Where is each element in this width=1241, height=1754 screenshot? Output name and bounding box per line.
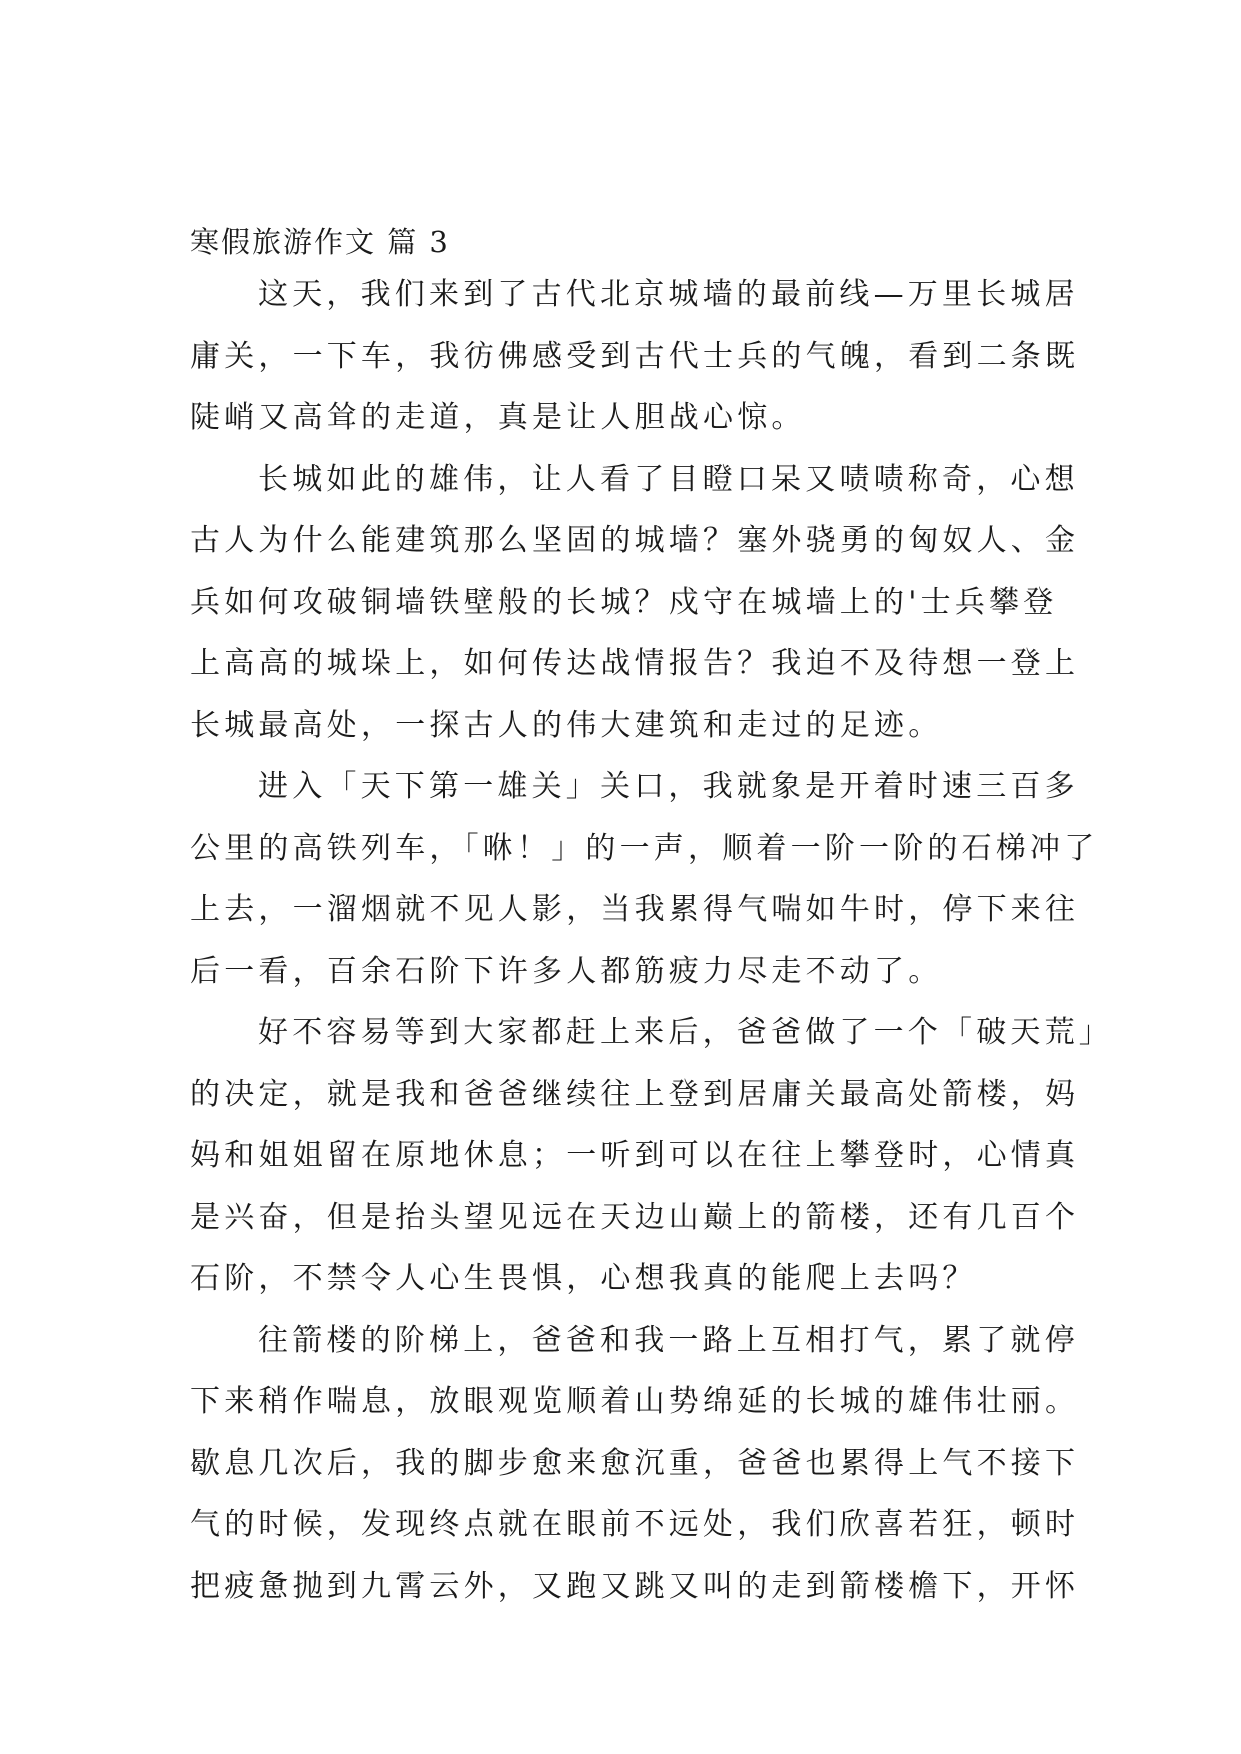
paragraph-line: 的决定，就是我和爸爸继续往上登到居庸关最高处箭楼，妈	[190, 1077, 1080, 1112]
paragraph-line: 好不容易等到大家都赶上来后，爸爸做了一个「破天荒」	[258, 1015, 1113, 1050]
paragraph-line: 庸关，一下车，我彷佛感受到古代士兵的气魄，看到二条既	[190, 339, 1080, 374]
paragraph-line: 把疲惫抛到九霄云外，又跑又跳又叫的走到箭楼檐下，开怀	[190, 1569, 1080, 1604]
paragraph-line: 后一看，百余石阶下许多人都筋疲力尽走不动了。	[190, 954, 943, 989]
paragraph-line: 气的时候，发现终点就在眼前不远处，我们欣喜若狂，顿时	[190, 1507, 1080, 1542]
paragraph-line: 陡峭又高耸的走道，真是让人胆战心惊。	[190, 400, 806, 435]
paragraph-line: 石阶，不禁令人心生畏惧，心想我真的能爬上去吗？	[190, 1261, 977, 1296]
paragraph-line: 妈和姐姐留在原地休息；一听到可以在往上攀登时，心情真	[190, 1138, 1080, 1173]
paragraph-line: 长城如此的雄伟，让人看了目瞪口呆又啧啧称奇，心想	[258, 462, 1079, 497]
paragraph-line: 公里的高铁列车，「咻！」的一声，顺着一阶一阶的石梯冲了	[190, 831, 1099, 866]
paragraph-line: 是兴奋，但是抬头望见远在天边山巅上的箭楼，还有几百个	[190, 1200, 1080, 1235]
paragraph-line: 上高高的城垛上，如何传达战情报告？我迫不及待想一登上	[190, 646, 1080, 681]
paragraph-line: 这天，我们来到了古代北京城墙的最前线—万里长城居	[258, 277, 1079, 312]
paragraph-line: 进入「天下第一雄关」关口，我就象是开着时速三百多	[258, 769, 1079, 804]
paragraph-line: 往箭楼的阶梯上，爸爸和我一路上互相打气，累了就停	[258, 1323, 1079, 1358]
paragraph-line: 古人为什么能建筑那么坚固的城墙？塞外骁勇的匈奴人、金	[190, 523, 1080, 558]
paragraph-line: 上去，一溜烟就不见人影，当我累得气喘如牛时，停下来往	[190, 892, 1080, 927]
paragraph-line: 歇息几次后，我的脚步愈来愈沉重，爸爸也累得上气不接下	[190, 1446, 1080, 1481]
paragraph-line: 下来稍作喘息，放眼观览顺着山势绵延的长城的雄伟壮丽。	[190, 1384, 1080, 1419]
paragraph-line: 兵如何攻破铜墙铁壁般的长城？戍守在城墙上的'士兵攀登	[190, 585, 1058, 620]
document-title: 寒假旅游作文 篇 3	[190, 225, 450, 259]
paragraph-line: 长城最高处，一探古人的伟大建筑和走过的足迹。	[190, 708, 943, 743]
